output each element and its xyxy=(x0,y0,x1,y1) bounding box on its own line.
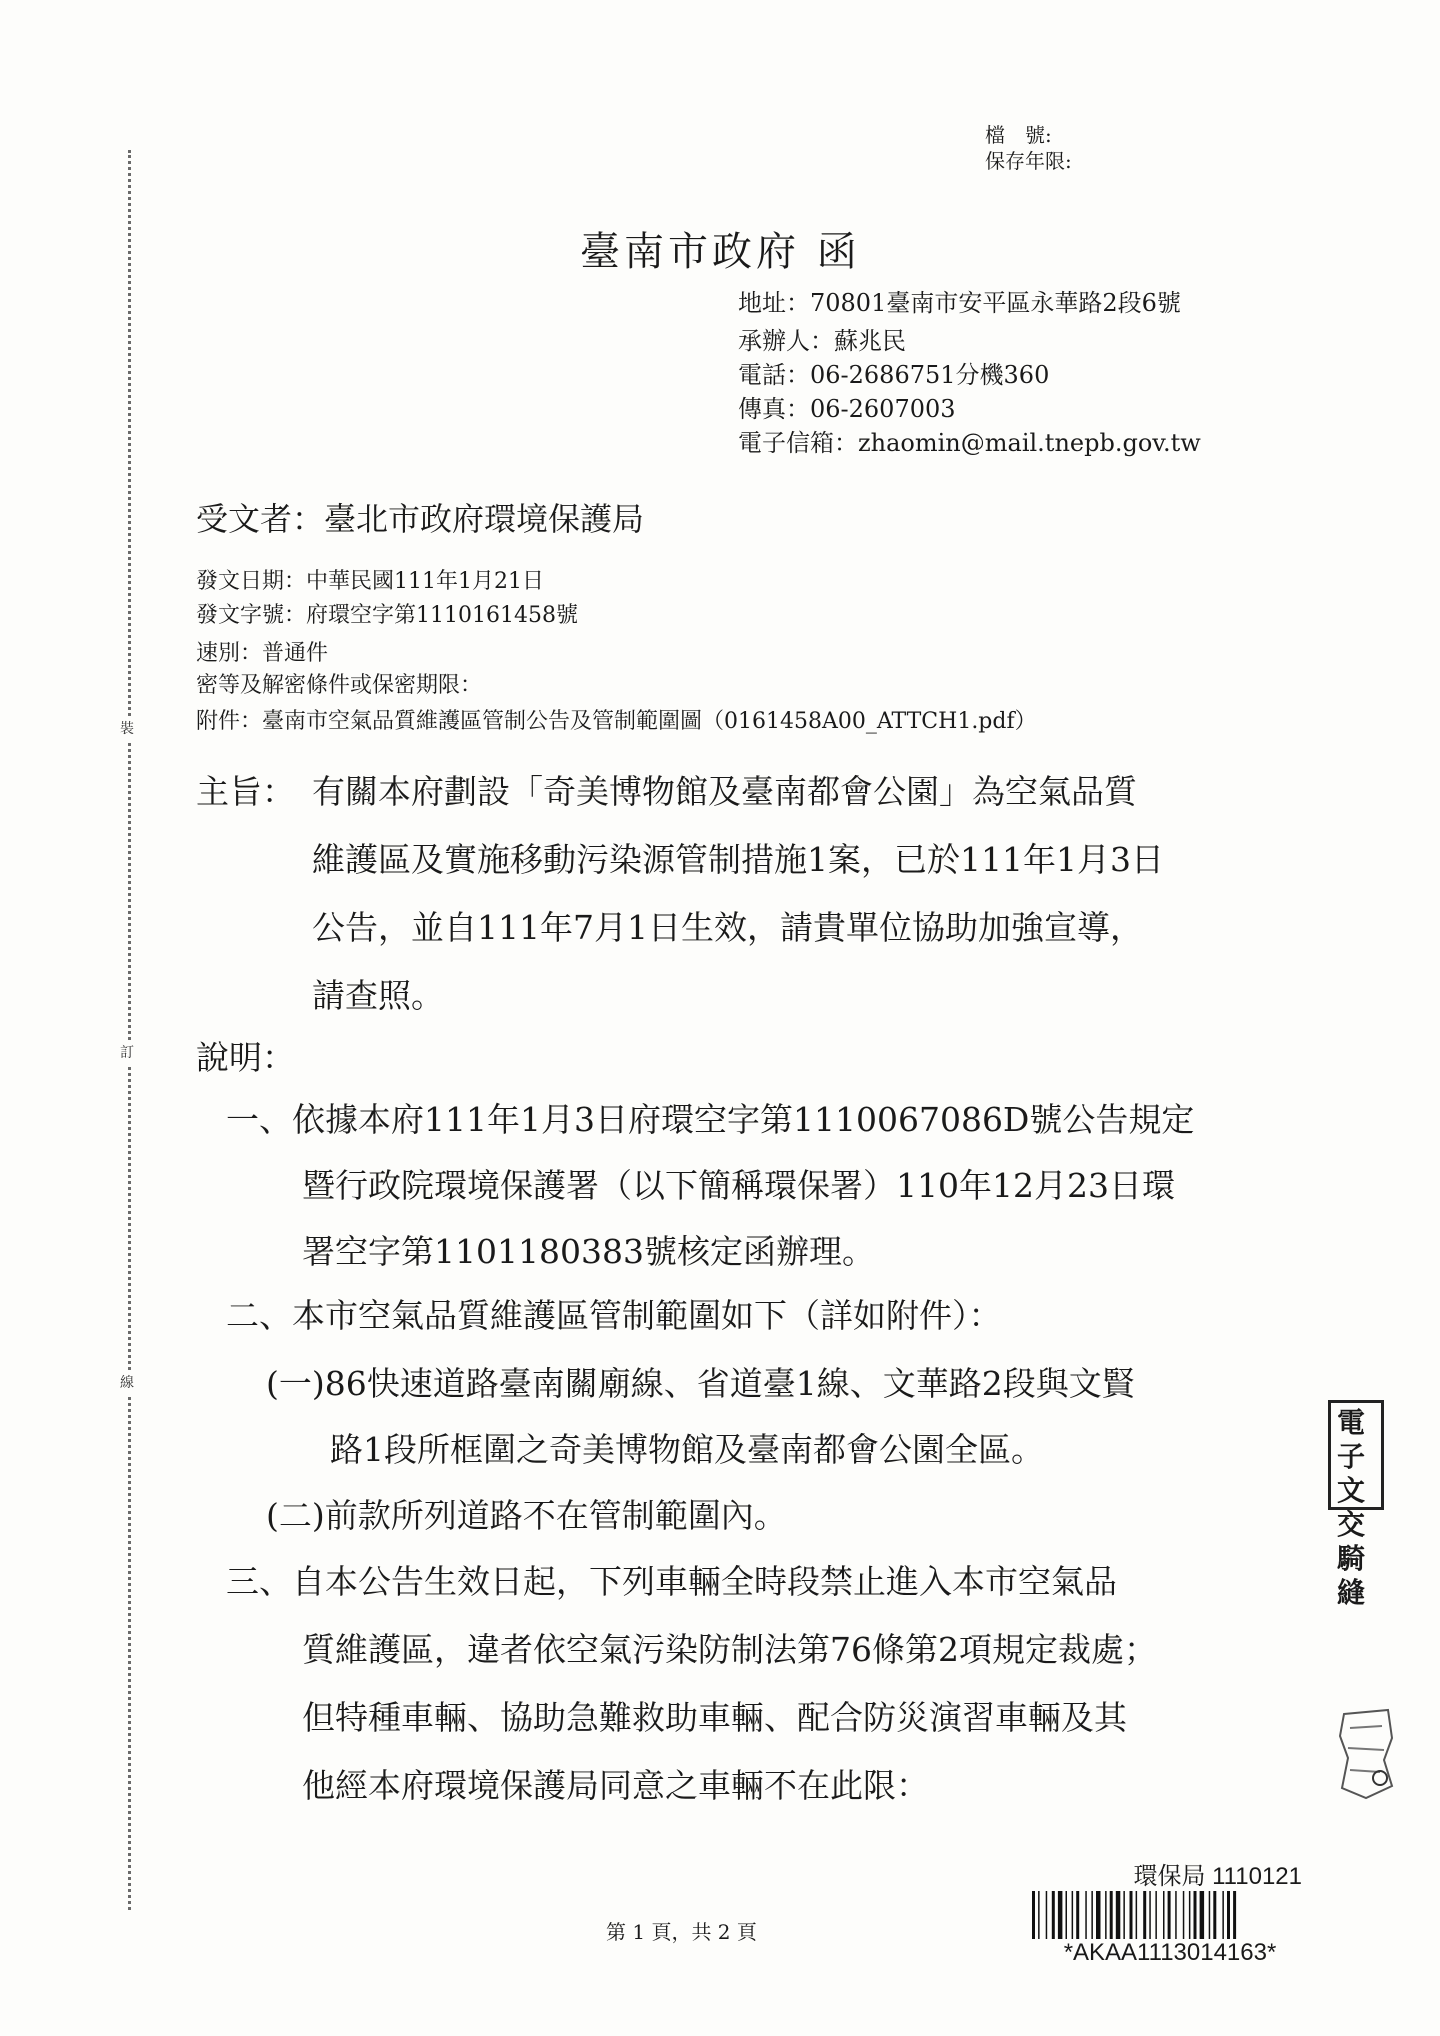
stamp-line-1: 電子 xyxy=(1337,1406,1368,1473)
barcode-bar xyxy=(1038,1891,1040,1939)
document-title: 臺南市政府 函 xyxy=(580,229,861,275)
barcode-bar xyxy=(1096,1891,1101,1939)
attachment: 附件：臺南市空氣品質維護區管制公告及管制範圍圖（0161458A00_ATTCH1.pdf） xyxy=(196,709,1037,734)
barcode-bar xyxy=(1072,1891,1074,1939)
barcode-bar xyxy=(1183,1891,1185,1939)
barcode-bar xyxy=(1130,1891,1133,1939)
subject-label: 主旨： xyxy=(196,772,295,811)
barcode-block xyxy=(1030,1856,1310,1967)
barcode-bar xyxy=(1105,1891,1107,1939)
barcode-bar xyxy=(1136,1891,1138,1939)
recipient: 受文者：臺北市政府環境保護局 xyxy=(196,500,645,538)
barcode-label: 環保局 1110121 xyxy=(1133,1863,1302,1890)
explanation-item-2-sub-1-line-1: (一)86快速道路臺南關廟線、省道臺1線、文華路2段與文賢 xyxy=(266,1364,1135,1403)
barcode-bar xyxy=(1149,1891,1151,1939)
retention-period-label: 保存年限: xyxy=(985,149,1072,173)
explanation-item-1-line-3: 署空字第1101180383號核定函辦理。 xyxy=(302,1232,875,1271)
barcode-bar xyxy=(1175,1891,1177,1939)
barcode-bar xyxy=(1155,1891,1157,1939)
barcode-bar xyxy=(1233,1891,1236,1939)
delivery-speed: 速別：普通件 xyxy=(196,641,329,666)
explanation-item-3-line-3: 但特種車輛、協助急難救助車輛、配合防災演習車輛及其 xyxy=(302,1698,1127,1737)
barcode-bar xyxy=(1123,1891,1125,1939)
subject-line-3: 公告，並自111年7月1日生效，請貴單位協助加強宣導， xyxy=(312,908,1143,947)
barcode-bar xyxy=(1076,1891,1079,1939)
barcode-bar xyxy=(1058,1891,1063,1939)
barcode-bar xyxy=(1163,1891,1165,1939)
barcode-bar xyxy=(1143,1891,1146,1939)
barcode-bar xyxy=(1168,1891,1171,1939)
barcode-bar xyxy=(1046,1891,1048,1939)
contact-email: 電子信箱：zhaomin@mail.tnepb.gov.tw xyxy=(738,429,1201,457)
barcode-bar xyxy=(1222,1891,1224,1939)
explanation-item-2-sub-2: (二)前款所列道路不在管制範圍內。 xyxy=(266,1496,787,1535)
barcode-bar xyxy=(1091,1891,1093,1939)
contact-phone: 電話：06-2686751分機360 xyxy=(738,361,1050,389)
page-footer: 第 1 頁，共 2 頁 xyxy=(606,1920,757,1944)
explanation-item-1-line-1: 一、依據本府111年1月3日府環空字第1110067086D號公告規定 xyxy=(226,1100,1195,1139)
electronic-exchange-stamp xyxy=(1328,1400,1384,1609)
contact-fax: 傳真：06-2607003 xyxy=(738,395,956,423)
barcode-bar xyxy=(1209,1891,1211,1939)
binding-mark-ding: 訂 xyxy=(120,1040,134,1064)
subject-line-1: 有關本府劃設「奇美博物館及臺南都會公園」為空氣品質 xyxy=(312,772,1137,811)
contact-handler: 承辦人：蘇兆民 xyxy=(738,327,906,355)
secrecy-level: 密等及解密條件或保密期限： xyxy=(196,673,483,698)
binding-mark-zhuang: 裝 xyxy=(120,716,134,740)
explanation-item-3-line-2: 質維護區，違者依空氣污染防制法第76條第2項規定裁處； xyxy=(302,1630,1157,1669)
explanation-item-2: 二、本市空氣品質維護區管制範圍如下（詳如附件）： xyxy=(226,1296,1002,1335)
barcode-bar xyxy=(1085,1891,1087,1939)
barcode-bar xyxy=(1213,1891,1216,1939)
barcode-bar xyxy=(1110,1891,1113,1939)
barcode-bar xyxy=(1116,1891,1121,1939)
barcode-icon xyxy=(1030,1891,1310,1939)
issue-date: 發文日期：中華民國111年1月21日 xyxy=(196,569,544,594)
barcode-bar xyxy=(1194,1891,1197,1939)
stamp-line-2: 文交 xyxy=(1337,1474,1368,1541)
binding-mark-xian: 線 xyxy=(120,1370,134,1394)
file-number-label: 檔 號: xyxy=(985,123,1052,147)
red-seal-icon xyxy=(1336,1708,1396,1800)
barcode-bar xyxy=(1066,1891,1068,1939)
contact-address: 地址：70801臺南市安平區永華路2段6號 xyxy=(738,289,1181,317)
explanation-label: 說明： xyxy=(196,1038,295,1077)
stamp-line-3: 騎縫 xyxy=(1337,1542,1368,1609)
barcode-bar xyxy=(1189,1891,1191,1939)
subject-line-4: 請查照。 xyxy=(312,976,444,1015)
explanation-item-3-line-4: 他經本府環境保護局同意之車輛不在此限： xyxy=(302,1766,929,1805)
barcode-bar xyxy=(1227,1891,1230,1939)
barcode-bar xyxy=(1052,1891,1055,1939)
subject-line-2: 維護區及實施移動污染源管制措施1案，已於111年1月3日 xyxy=(312,840,1164,879)
barcode-number: *AKAA1113014163* xyxy=(1063,1939,1277,1966)
explanation-item-3-line-1: 三、自本公告生效日起，下列車輛全時段禁止進入本市空氣品 xyxy=(226,1562,1117,1601)
binding-line xyxy=(128,150,131,1910)
barcode-bar xyxy=(1200,1891,1205,1939)
document-number: 發文字號：府環空字第1110161458號 xyxy=(196,603,578,628)
explanation-item-1-line-2: 暨行政院環境保護署（以下簡稱環保署）110年12月23日環 xyxy=(302,1166,1175,1205)
explanation-item-2-sub-1-line-2: 路1段所框圍之奇美博物館及臺南都會公園全區。 xyxy=(330,1430,1044,1469)
barcode-bar xyxy=(1032,1891,1035,1939)
